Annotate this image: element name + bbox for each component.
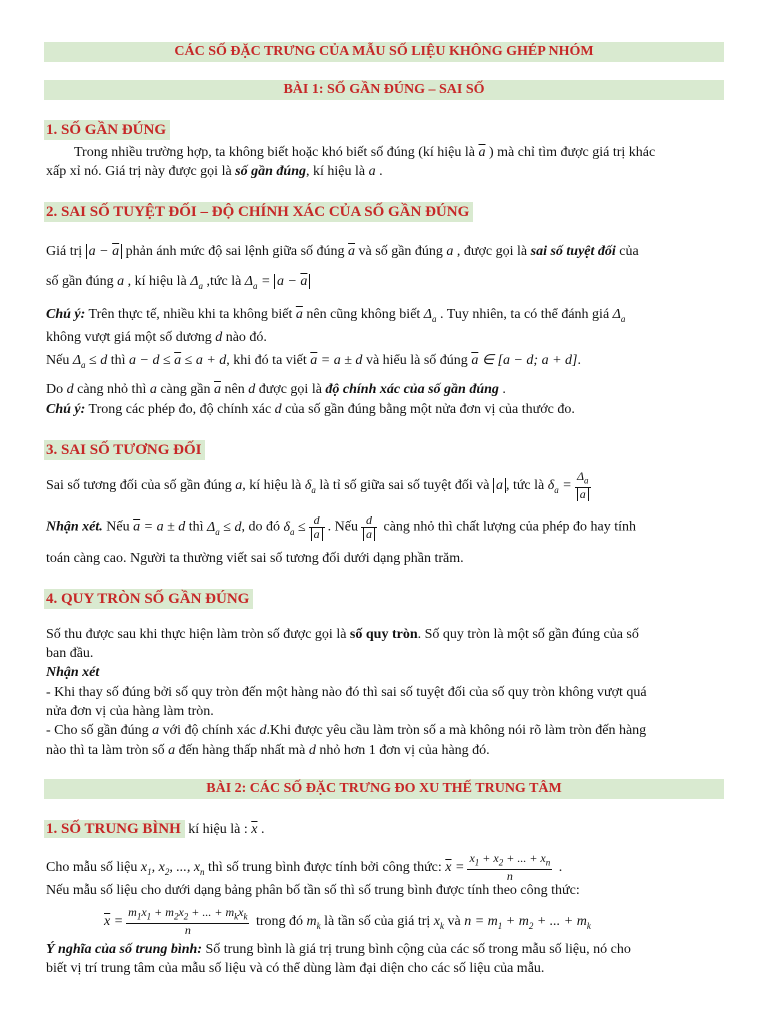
section-2-line-6: Do d càng nhỏ thì a càng gần $\overline{a}$ nên d được gọi là độ chính xác của số gần đúng .: [46, 382, 506, 397]
section-2-line-3: Chú ý: Trên thực tế, nhiều khi ta không biết $\overline{a}$ nên cũng không biết $\Delta_a$ . Tuy nhiên, ta có thể đánh giá $\Delta_a$: [46, 307, 626, 324]
section-2-line-5: Nếu $\Delta_a \le d$ thì $a - d \le \overline{a} \le a + d$, khi đó ta viết $\overline{a} = a \pm d$ và hiểu là số đúng $\overline{a}$ ∈ [a − d; a + d].: [46, 353, 581, 370]
document-title: CÁC SỐ ĐẶC TRƯNG CỦA MẪU SỐ LIỆU KHÔNG GHÉP NHÓM: [44, 42, 724, 62]
section-4-line-3: - Khi thay số đúng bởi số quy tròn đến một hàng nào đó thì sai số tuyệt đối của số quy tròn không vượt quá: [46, 685, 647, 700]
section-2-line-4: không vượt giá một số dương d nào đó.: [46, 330, 267, 345]
lesson-2-line-4: Ý nghĩa của số trung bình: Số trung bình là giá trị trung bình cộng của các số trong mẫu số liệu, nó cho: [46, 942, 631, 957]
section-1-line-2: xấp xỉ nó. Giá trị này được gọi là số gần đúng, kí hiệu là a .: [46, 164, 383, 179]
section-4-line-5: - Cho số gần đúng a với độ chính xác d.Khi được yêu cầu làm tròn số a mà không nói rõ làm tròn đến hàng: [46, 723, 647, 738]
section-4-line-4: nửa đơn vị của hàng làm tròn.: [46, 704, 214, 719]
section-1-line-1: Trong nhiều trường hợp, ta không biết hoặc khó biết số đúng (kí hiệu là $\overline{a}$ ) mà chỉ tìm được giá trị khác: [74, 145, 656, 160]
section-4-line-1: Số thu được sau khi thực hiện làm tròn số được gọi là số quy tròn. Số quy tròn là một số gần đúng của số: [46, 627, 639, 642]
lesson-2-line-1: Cho mẫu số liệu $x_1$, $x_2$, ..., $x_n$ thì số trung bình được tính bởi công thức: $\overline{x}$ = $\frac{x_1 + x_2 + ... + x_n}{n}$ .: [46, 851, 563, 884]
section-3-heading: 3. SAI SỐ TƯƠNG ĐỐI: [44, 440, 205, 460]
lesson-2-section-1-heading-line: 1. SỐ TRUNG BÌNH kí hiệu là : $\overline{x}$ .: [46, 821, 265, 837]
section-3-line-3: toán càng cao. Người ta thường viết sai số tương đối dưới dạng phần trăm.: [46, 551, 464, 566]
section-4-heading: 4. QUY TRÒN SỐ GẦN ĐÚNG: [44, 589, 253, 609]
section-2-line-2: số gần đúng a , kí hiệu là $\Delta_a$ ,tức là $\Delta_a = a - \overline{a}$: [46, 273, 728, 295]
lesson-1-title: BÀI 1: SỐ GẦN ĐÚNG – SAI SỐ: [44, 80, 724, 100]
section-3-line-2: Nhận xét. Nếu $\overline{a} = a \pm d$ thì $\Delta_a \le d$, do đó $\delta_a$ ≤ $\frac{d}{a}$ . Nếu $\frac{d}{a}$ càng nhỏ thì chất lượng của phép đo hay tính: [46, 513, 637, 541]
section-4-remark-label: Nhận xét: [46, 665, 100, 680]
section-3-line-1: Sai số tương đối của số gần đúng a, kí hiệu là $\delta_a$ là tỉ số giữa sai số tuyệt đối và a , tức là $\delta_a$ = $\frac{\Delta_a}{a}$: [46, 470, 728, 501]
lesson-2-line-3: $\overline{x}$ = $\frac{m_1x_1 + m_2x_2 + ... + m_kx_k}{n}$ trong đó $m_k$ là tần số của giá trị $x_k$ và $n = m_1 + m_2$ + ... + $m_k$: [104, 905, 591, 938]
section-1-heading: 1. SỐ GẦN ĐÚNG: [44, 120, 170, 140]
lesson-2-section-1-heading: 1. SỐ TRUNG BÌNH: [44, 820, 185, 838]
section-2-line-7: Chú ý: Trong các phép đo, độ chính xác d của số gần đúng bằng một nửa đơn vị của thước đo.: [46, 402, 575, 417]
section-4-line-2: ban đầu.: [46, 646, 94, 661]
section-2-heading: 2. SAI SỐ TUYỆT ĐỐI – ĐỘ CHÍNH XÁC CỦA SỐ GẦN ĐÚNG: [44, 202, 473, 222]
lesson-2-line-5: biết vị trí trung tâm của mẫu số liệu và có thể dùng làm đại diện cho các số liệu của mẫu.: [46, 961, 545, 976]
lesson-2-line-2: Nếu mẫu số liệu cho dưới dạng bảng phân bố tần số thì số trung bình được tính theo công thức:: [46, 883, 580, 898]
section-4-line-6: nào thì ta làm tròn số a đến hàng thấp nhất mà d nhỏ hơn 1 đơn vị của hàng đó.: [46, 743, 490, 758]
lesson-2-title: BÀI 2: CÁC SỐ ĐẶC TRƯNG ĐO XU THẾ TRUNG TÂM: [44, 779, 724, 799]
section-2-line-1: Giá trị $a - \overline{a}$ phản ánh mức độ sai lệnh giữa số đúng $\overline{a}$ và số gần đúng a , được gọi là sai số tuyệt đối của: [46, 244, 639, 259]
